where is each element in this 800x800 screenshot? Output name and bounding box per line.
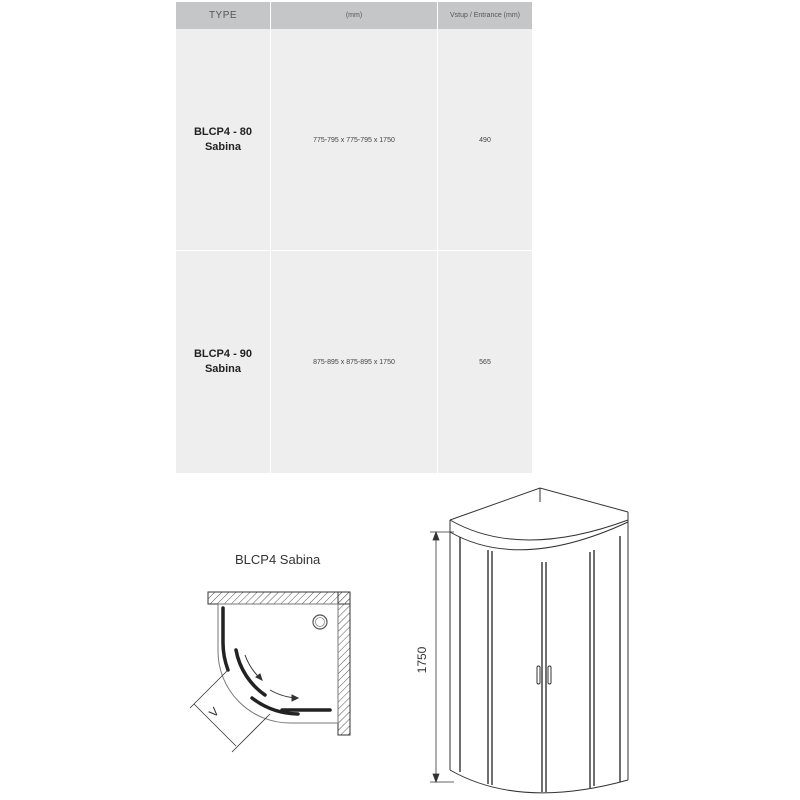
door-panels [223, 608, 330, 714]
row-entrance: 565 [479, 358, 491, 366]
wall-hatching [208, 592, 350, 735]
type-model: BLCP4 - 90 [193, 348, 253, 360]
height-label: 1750 [415, 646, 429, 674]
elevation-drawing [410, 480, 650, 795]
entrance-dimension [190, 670, 270, 752]
door-handles [537, 666, 551, 684]
header-type: TYPE [208, 10, 238, 21]
header-entrance: Vstup / Entrance (mm) [449, 12, 521, 19]
tray-outline [218, 604, 338, 723]
table-header [176, 2, 532, 29]
entrance-symbol: V [206, 704, 222, 721]
spec-table [176, 2, 532, 473]
door-panels [460, 536, 620, 792]
table-row [176, 29, 532, 251]
table-row [176, 251, 532, 473]
row-type [176, 251, 270, 473]
type-model: BLCP4 - 80 [193, 126, 253, 138]
row-type [176, 29, 270, 251]
header-dimensions: (mm) [345, 12, 363, 19]
row-dimensions: 875-895 x 875-895 x 1750 [313, 358, 395, 366]
type-name: Sabina [204, 141, 242, 153]
sliding-arrow-icons [245, 655, 298, 701]
type-name: Sabina [204, 363, 242, 375]
row-entrance: 490 [479, 136, 491, 144]
plan-title: BLCP4 Sabina [235, 552, 321, 567]
plan-view-drawing [170, 580, 360, 760]
row-dimensions: 775-795 x 775-795 x 1750 [313, 136, 395, 144]
enclosure-top [450, 488, 628, 550]
